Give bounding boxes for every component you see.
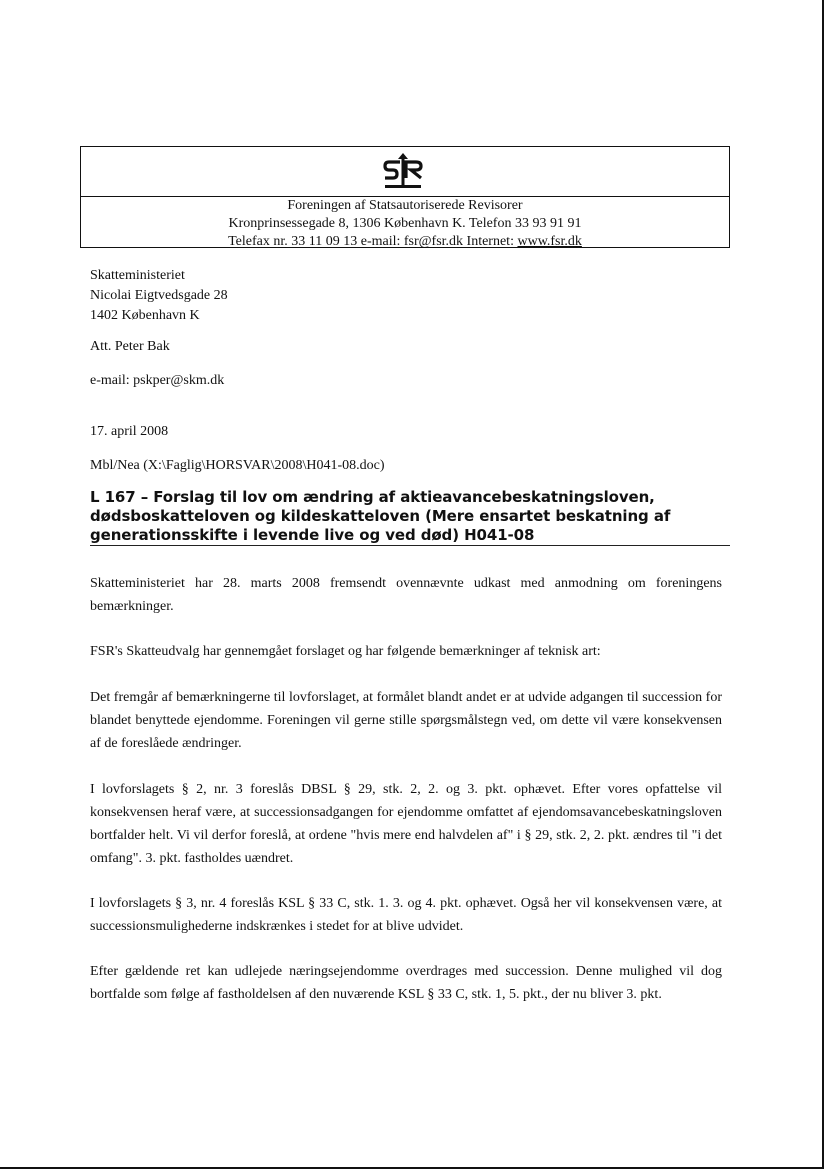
body-paragraph: FSR's Skatteudvalg har gennemgået forslaget og har følgende bemærkninger af teknisk art: <box>90 644 601 659</box>
contact-details: Telefax nr. 33 11 09 13 e-mail: fsr@fsr.dk Internet: <box>228 234 518 249</box>
body-paragraph: Efter gældende ret kan udlejede næringsejendomme overdrages med succession. Denne mulighed vil dog bortfalde som følge af fastholdelsen af den nuværende KSL § 33 C, stk. 1, 5. pkt., der nu bliver 3. pkt. <box>90 964 722 1002</box>
letterhead <box>80 146 730 248</box>
recipient-line: 1402 København K <box>90 308 200 323</box>
fsr-logo-icon <box>381 152 425 192</box>
attention-line: Att. Peter Bak <box>90 339 170 354</box>
title-line: generationsskifte i levende live og ved død) H041-08 <box>90 526 535 544</box>
body-paragraph: Det fremgår af bemærkningerne til lovforslaget, at formålet blandt andet er at udvide adgangen til succession for blandet benyttede ejendomme. Foreningen vil gerne stille spørgsmålstegn ved, om dette vil være konsekvensen af de foreslåede ændringer. <box>90 690 722 751</box>
body-paragraph: Skatteministeriet har 28. marts 2008 fremsendt ovennævnte udkast med anmodning om foreningens bemærkninger. <box>90 576 722 614</box>
org-name: Foreningen af Statsautoriserede Revisorer <box>287 198 523 213</box>
title-rule <box>90 545 730 546</box>
body-paragraph: I lovforslagets § 2, nr. 3 foreslås DBSL § 29, stk. 2, 2. og 3. pkt. ophævet. Efter vores opfattelse vil konsekvensen heraf være, at successionsadgangen for ejendomme omfattet af ejendomsavancebeskatningsloven bortfalder helt. Vi vil derfor foreslå, at ordene "hvis mere end halvdelen af" i § 29, stk. 2, 2. pkt. ændres til "i det omfang". 3. pkt. fastholdes uændret. <box>90 782 722 866</box>
website-link[interactable]: www.fsr.dk <box>517 234 582 249</box>
org-contact <box>81 233 729 251</box>
title-line: dødsboskatteloven og kildeskatteloven (Mere ensartet beskatning af <box>90 507 671 525</box>
recipient-line: Nicolai Eigtvedsgade 28 <box>90 288 228 303</box>
recipient-address <box>90 266 228 326</box>
recipient-line: Skatteministeriet <box>90 268 185 283</box>
title-line: L 167 – Forslag til lov om ændring af aktieavancebeskatningsloven, <box>90 488 655 506</box>
org-address: Kronprinsessegade 8, 1306 København K. Telefon 33 93 91 91 <box>228 216 582 231</box>
letter-title <box>90 488 730 545</box>
recipient-email: e-mail: pskper@skm.dk <box>90 373 225 388</box>
file-reference: Mbl/Nea (X:\Faglig\HORSVAR\2008\H041-08.doc) <box>90 458 385 473</box>
body-paragraph: I lovforslagets § 3, nr. 4 foreslås KSL § 33 C, stk. 1. 3. og 4. pkt. ophævet. Også her vil konsekvensen være, at successionsmulighederne indskrænkes i stedet for at blive udvidet. <box>90 896 722 934</box>
letter-date: 17. april 2008 <box>90 424 169 439</box>
